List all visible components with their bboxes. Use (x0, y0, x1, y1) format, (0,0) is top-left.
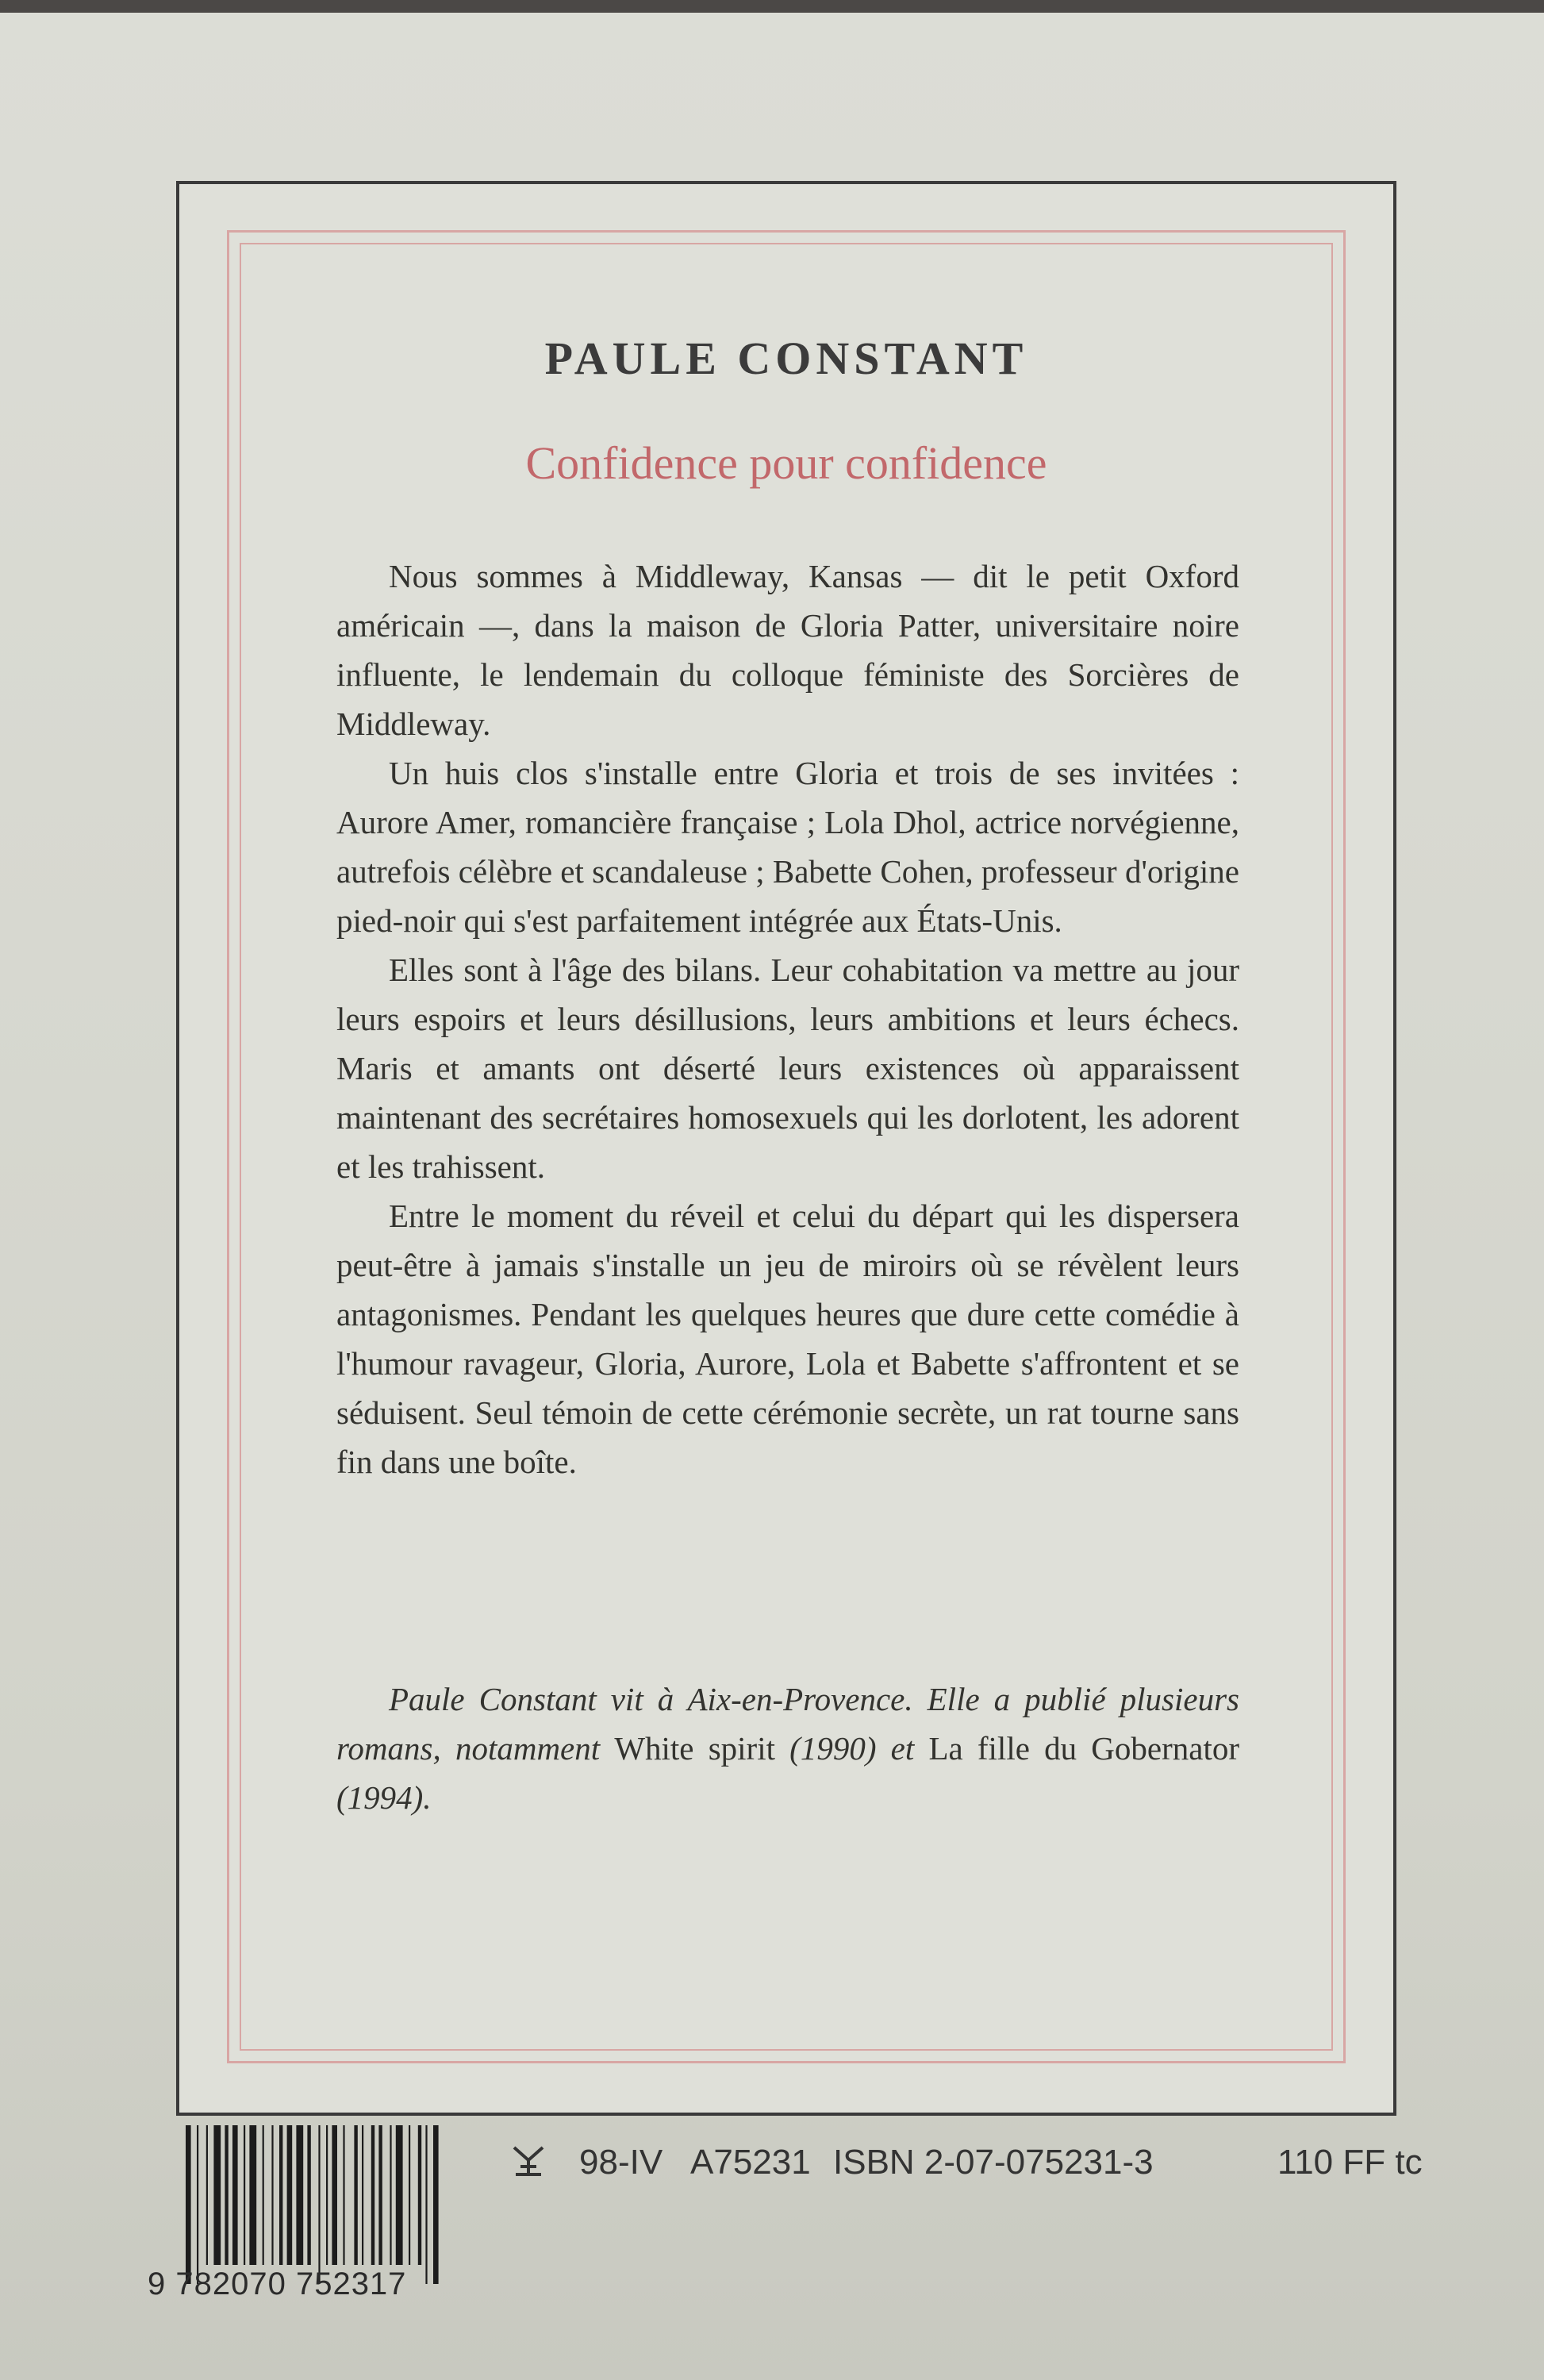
barcode-bar (326, 2125, 328, 2265)
barcode-bar (332, 2125, 337, 2265)
barcode-bar (354, 2125, 357, 2265)
barcode-bar (279, 2125, 282, 2265)
series-code: 98-IV (579, 2143, 663, 2182)
barcode-bar (418, 2125, 421, 2265)
blurb-paragraph: Entre le moment du réveil et celui du départ qui les dispersera peut-être à jamais s'installe un jeu de miroirs où se révèlent leurs antagonismes. Pendant les quelques heures que dure cette comédie à l'humour ravageur, Gloria, Aurore, Lola et Babette s'affrontent et se séduisent. Seul témoin de cette cérémonie secrète, un rat tourne sans fin dans une boîte. (336, 1198, 1239, 1480)
barcode-bar (362, 2125, 363, 2265)
bio-book-la-fille: La fille du Gobernator (928, 1730, 1239, 1767)
isbn: ISBN 2-07-075231-3 (833, 2143, 1154, 2182)
barcode-bar (433, 2125, 439, 2284)
barcode-bar (263, 2125, 264, 2265)
bio-book-white-spirit: White spirit (614, 1730, 775, 1767)
publisher-logo-icon (508, 2140, 549, 2181)
barcode-bar (232, 2125, 238, 2265)
barcode-bar (396, 2125, 403, 2265)
book-title: Confidence pour confidence (525, 437, 1047, 489)
bio-text: (1990) et (774, 1730, 929, 1767)
cover-top-edge (0, 0, 1544, 13)
barcode-bar (271, 2125, 273, 2265)
barcode-bar (296, 2125, 303, 2265)
author-bio (336, 1674, 1239, 1822)
barcode-bar (186, 2125, 191, 2284)
barcode-bar (287, 2125, 293, 2265)
blurb-paragraph: Elles sont à l'âge des bilans. Leur cohabitation va mettre au jour leurs espoirs et leurs désillusions, leurs ambitions et leurs échecs. Maris et amants ont déserté leurs existences où apparaissent maintenant des secrétaires homosexuels qui les dorlotent, les adorent et les trahissent. (336, 952, 1239, 1185)
barcode-bar (390, 2125, 391, 2265)
barcode-bar (371, 2125, 374, 2265)
barcode-bar (225, 2125, 228, 2265)
blurb-paragraph: Nous sommes à Middleway, Kansas — dit le petit Oxford américain —, dans la maison de Gloria Patter, universitaire noire influente, le lendemain du colloque féministe des Sorcières de Middleway. (336, 558, 1239, 742)
barcode-bar (307, 2125, 310, 2265)
barcode-bar (378, 2125, 382, 2265)
blurb-paragraph: Un huis clos s'installe entre Gloria et trois de ses invitées : Aurore Amer, romancière française ; Lola Dhol, actrice norvégienne, autrefois célèbre et scandaleuse ; Babette Cohen, professeur d'origine pied-noir qui s'est parfaitement intégrée aux États-Unis. (336, 755, 1239, 939)
barcode-bar (249, 2125, 256, 2265)
catalog-code: A75231 (690, 2143, 811, 2182)
barcode-bar (425, 2125, 427, 2284)
author-name: PAULE CONSTANT (544, 333, 1028, 384)
price: 110 FF tc (1277, 2143, 1423, 2182)
bio-text: (1994). (336, 1779, 432, 1816)
barcode-bar (318, 2125, 320, 2284)
blurb (336, 552, 1239, 1486)
barcode-bar (206, 2125, 208, 2265)
barcode-digits: 9 782070 752317 (148, 2267, 407, 2301)
barcode-bar (343, 2125, 344, 2265)
barcode-bar (244, 2125, 245, 2265)
barcode-bar (197, 2125, 198, 2284)
barcode-bar (213, 2125, 221, 2265)
bio-text: Paule Constant vit à Aix-en-Provence. Elle a publié plusieurs romans, notamment (336, 1681, 1239, 1767)
barcode-bar (409, 2125, 410, 2265)
